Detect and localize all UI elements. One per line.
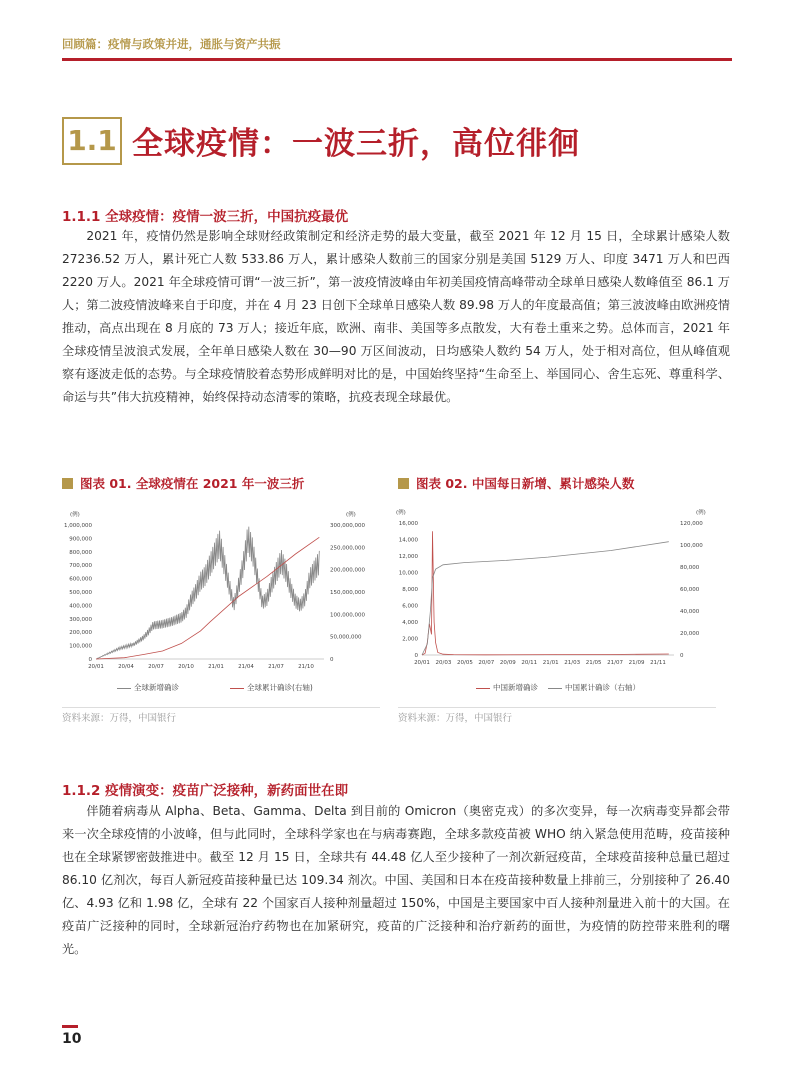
right-tick-label: 300,000,000	[330, 523, 365, 529]
section-title: 全球疫情：一波三折，高位徘徊	[132, 126, 580, 162]
left-tick-label: 400,000	[69, 603, 92, 610]
subsection-title-1: 1.1.1 全球疫情：疫情一波三折，中国抗疫最优	[62, 209, 349, 225]
page-number-mark	[62, 1025, 78, 1028]
right-tick-label: 120,000	[680, 521, 703, 527]
left-tick-label: 1,000,000	[64, 523, 92, 529]
x-tick-label: 20/01	[88, 664, 104, 670]
legend-line-icon	[117, 688, 131, 689]
right-tick-label: 20,000	[680, 631, 700, 637]
chart-1-legend-cumulative	[230, 682, 313, 693]
x-tick-label: 21/07	[268, 664, 284, 670]
x-tick-label: 21/07	[607, 660, 624, 666]
left-tick-label: 12,000	[398, 554, 418, 560]
x-tick-label: 20/03	[435, 660, 452, 666]
x-tick-label: 20/07	[148, 664, 164, 670]
body-paragraph-2: 伴随着病毒从 Alpha、Beta、Gamma、Delta 到目前的 Omicron（奥密克戎）的多次变异，每一次病毒变异都会带来一次全球疫情的小波峰，但与此同时，全球科学家也在与病毒赛跑，全球多款疫苗被 WHO 纳入紧急使用范畴，疫苗接种也在全球紧锣密鼓推进中。截至 12 月 15 日，全球共有 44.48 亿人至少接种了一剂次新冠疫苗，全球疫苗接种总量已超过 86.10 亿剂次，每百人新冠疫苗接种量已达 109.34 剂次。中国、美国和日本在疫苗接种数量上排前三，分别接种了 26.40 亿、4.93 亿和 1.98 亿，全球有 22 个国家百人接种剂量超过 150%，中国是主要国家中百人接种剂量进入前十的大国。在疫苗广泛接种的同时，全球新冠治疗药物也在加紧研究，疫苗的广泛接种和治疗新药的面世，为疫情的防控带来胜利的曙光。	[62, 804, 730, 956]
figure-1-source: 资料来源：万得，中国银行	[62, 713, 177, 724]
left-tick-label: 10,000	[398, 570, 418, 577]
left-tick-label: 800,000	[69, 549, 92, 556]
right-tick-label: 80,000	[680, 565, 700, 571]
x-tick-label: 21/09	[628, 660, 645, 666]
figure-2-source: 资料来源：万得，中国银行	[398, 713, 513, 724]
figure-marker-icon	[398, 478, 409, 489]
series-line-1	[96, 527, 319, 659]
series-line-2	[422, 542, 669, 655]
x-tick-label: 20/07	[478, 660, 495, 666]
left-tick-label: 14,000	[398, 537, 418, 544]
figure-marker-icon	[62, 478, 73, 489]
series-line-1	[422, 531, 669, 655]
right-tick-label: 40,000	[680, 609, 700, 615]
figure-2-title	[398, 474, 634, 492]
right-axis-unit: (例)	[346, 512, 356, 518]
header-rule	[62, 58, 732, 61]
right-tick-label: 60,000	[680, 587, 700, 593]
chart-2-legend-new	[476, 682, 538, 693]
legend-line-icon	[230, 688, 244, 689]
running-header: 回顾篇：疫情与政策并进，通胀与资产共振	[62, 37, 281, 51]
right-tick-label: 50,000,000	[330, 634, 362, 641]
x-tick-label: 20/01	[414, 660, 430, 666]
left-tick-label: 500,000	[69, 590, 92, 596]
x-tick-label: 20/11	[521, 660, 538, 666]
right-tick-label: 100,000,000	[330, 612, 365, 619]
chart-2-legend-cumulative	[548, 682, 640, 693]
right-tick-label: 0	[680, 653, 684, 659]
left-tick-label: 600,000	[69, 576, 92, 583]
body-paragraph-1: 2021 年，疫情仍然是影响全球财经政策制定和经济走势的最大变量，截至 2021 年 12 月 15 日，全球累计感染人数 27236.52 万人，累计死亡人数 533.86 万人，累计感染人数前三的国家分别是美国 5129 万人、印度 3471 万人和巴西 2220 万人。2021 年全球疫情可谓“一波三折”，第一波疫情波峰由年初美国疫情高峰带动全球单日感染人数峰值至 86.1 万人；第二波疫情波峰来自于印度，并在 4 月 23 日创下全球单日感染人数 89.98 万人的年度最高值；第三波波峰由欧洲疫情推动，高点出现在 8 月底的 73 万人；接近年底，欧洲、南非、美国等多点散发，大有卷土重来之势。总体而言，2021 年全球疫情呈波浪式发展，全年单日感染人数在 30—90 万区间波动，日均感染人数约 54 万人，处于相对高位，但从峰值观察有逐波走低的态势。与全球疫情胶着态势形成鲜明对比的是，中国始终坚持“生命至上、举国同心、舍生忘死、尊重科学、命运与共”伟大抗疫精神，始终保持动态清零的策略，抗疫表现全球最优。	[62, 229, 730, 404]
right-tick-label: 100,000	[680, 543, 703, 549]
x-tick-label: 21/05	[585, 660, 602, 666]
figure-2-title-text: 图表 02. 中国每日新增、累计感染人数	[416, 476, 635, 491]
x-tick-label: 20/05	[456, 660, 473, 666]
right-axis-unit: (例)	[696, 510, 706, 516]
x-tick-label: 21/11	[650, 660, 666, 666]
chart-1-legend-new	[117, 682, 179, 693]
right-tick-label: 150,000,000	[330, 590, 365, 596]
left-tick-label: 16,000	[398, 521, 418, 527]
source-rule	[62, 707, 380, 708]
legend-label: 全球累计确诊(右轴)	[247, 683, 313, 692]
left-tick-label: 300,000	[69, 616, 92, 623]
legend-line-icon	[476, 688, 490, 689]
x-tick-label: 20/10	[178, 664, 194, 670]
section-number: 1.1	[62, 117, 122, 165]
x-tick-label: 21/10	[298, 664, 314, 670]
left-tick-label: 100,000	[69, 643, 92, 650]
left-tick-label: 8,000	[402, 587, 418, 593]
chart-china-covid	[398, 505, 716, 675]
x-tick-label: 20/04	[118, 664, 134, 670]
legend-label: 中国新增确诊	[493, 683, 538, 692]
source-rule	[398, 707, 716, 708]
legend-label: 全球新增确诊	[134, 683, 179, 692]
left-tick-label: 900,000	[69, 536, 92, 543]
right-tick-label: 0	[330, 657, 334, 663]
x-tick-label: 21/01	[208, 664, 224, 670]
x-tick-label: 21/03	[564, 660, 581, 666]
x-tick-label: 21/04	[238, 664, 254, 670]
x-tick-label: 20/09	[499, 660, 516, 666]
figure-1-title	[62, 474, 304, 492]
left-tick-label: 200,000	[69, 630, 92, 637]
left-tick-label: 4,000	[402, 620, 418, 626]
right-tick-label: 200,000,000	[330, 567, 365, 574]
figure-1-title-text: 图表 01. 全球疫情在 2021 年一波三折	[80, 476, 305, 491]
right-tick-label: 250,000,000	[330, 545, 365, 552]
x-tick-label: 21/01	[542, 660, 559, 666]
left-tick-label: 0	[414, 653, 418, 659]
subsection-title-2: 1.1.2 疫情演变：疫苗广泛接种，新药面世在即	[62, 783, 349, 799]
left-axis-unit: (例)	[70, 512, 80, 518]
page-number: 10	[62, 1031, 82, 1047]
legend-label: 中国累计确诊（右轴）	[565, 683, 640, 692]
series-line-2	[96, 537, 319, 659]
chart-global-covid	[62, 505, 380, 675]
legend-line-icon	[548, 688, 562, 689]
left-axis-unit: (例)	[396, 510, 406, 516]
left-tick-label: 0	[88, 657, 92, 663]
left-tick-label: 6,000	[402, 603, 418, 610]
left-tick-label: 2,000	[402, 636, 418, 643]
left-tick-label: 700,000	[69, 563, 92, 570]
